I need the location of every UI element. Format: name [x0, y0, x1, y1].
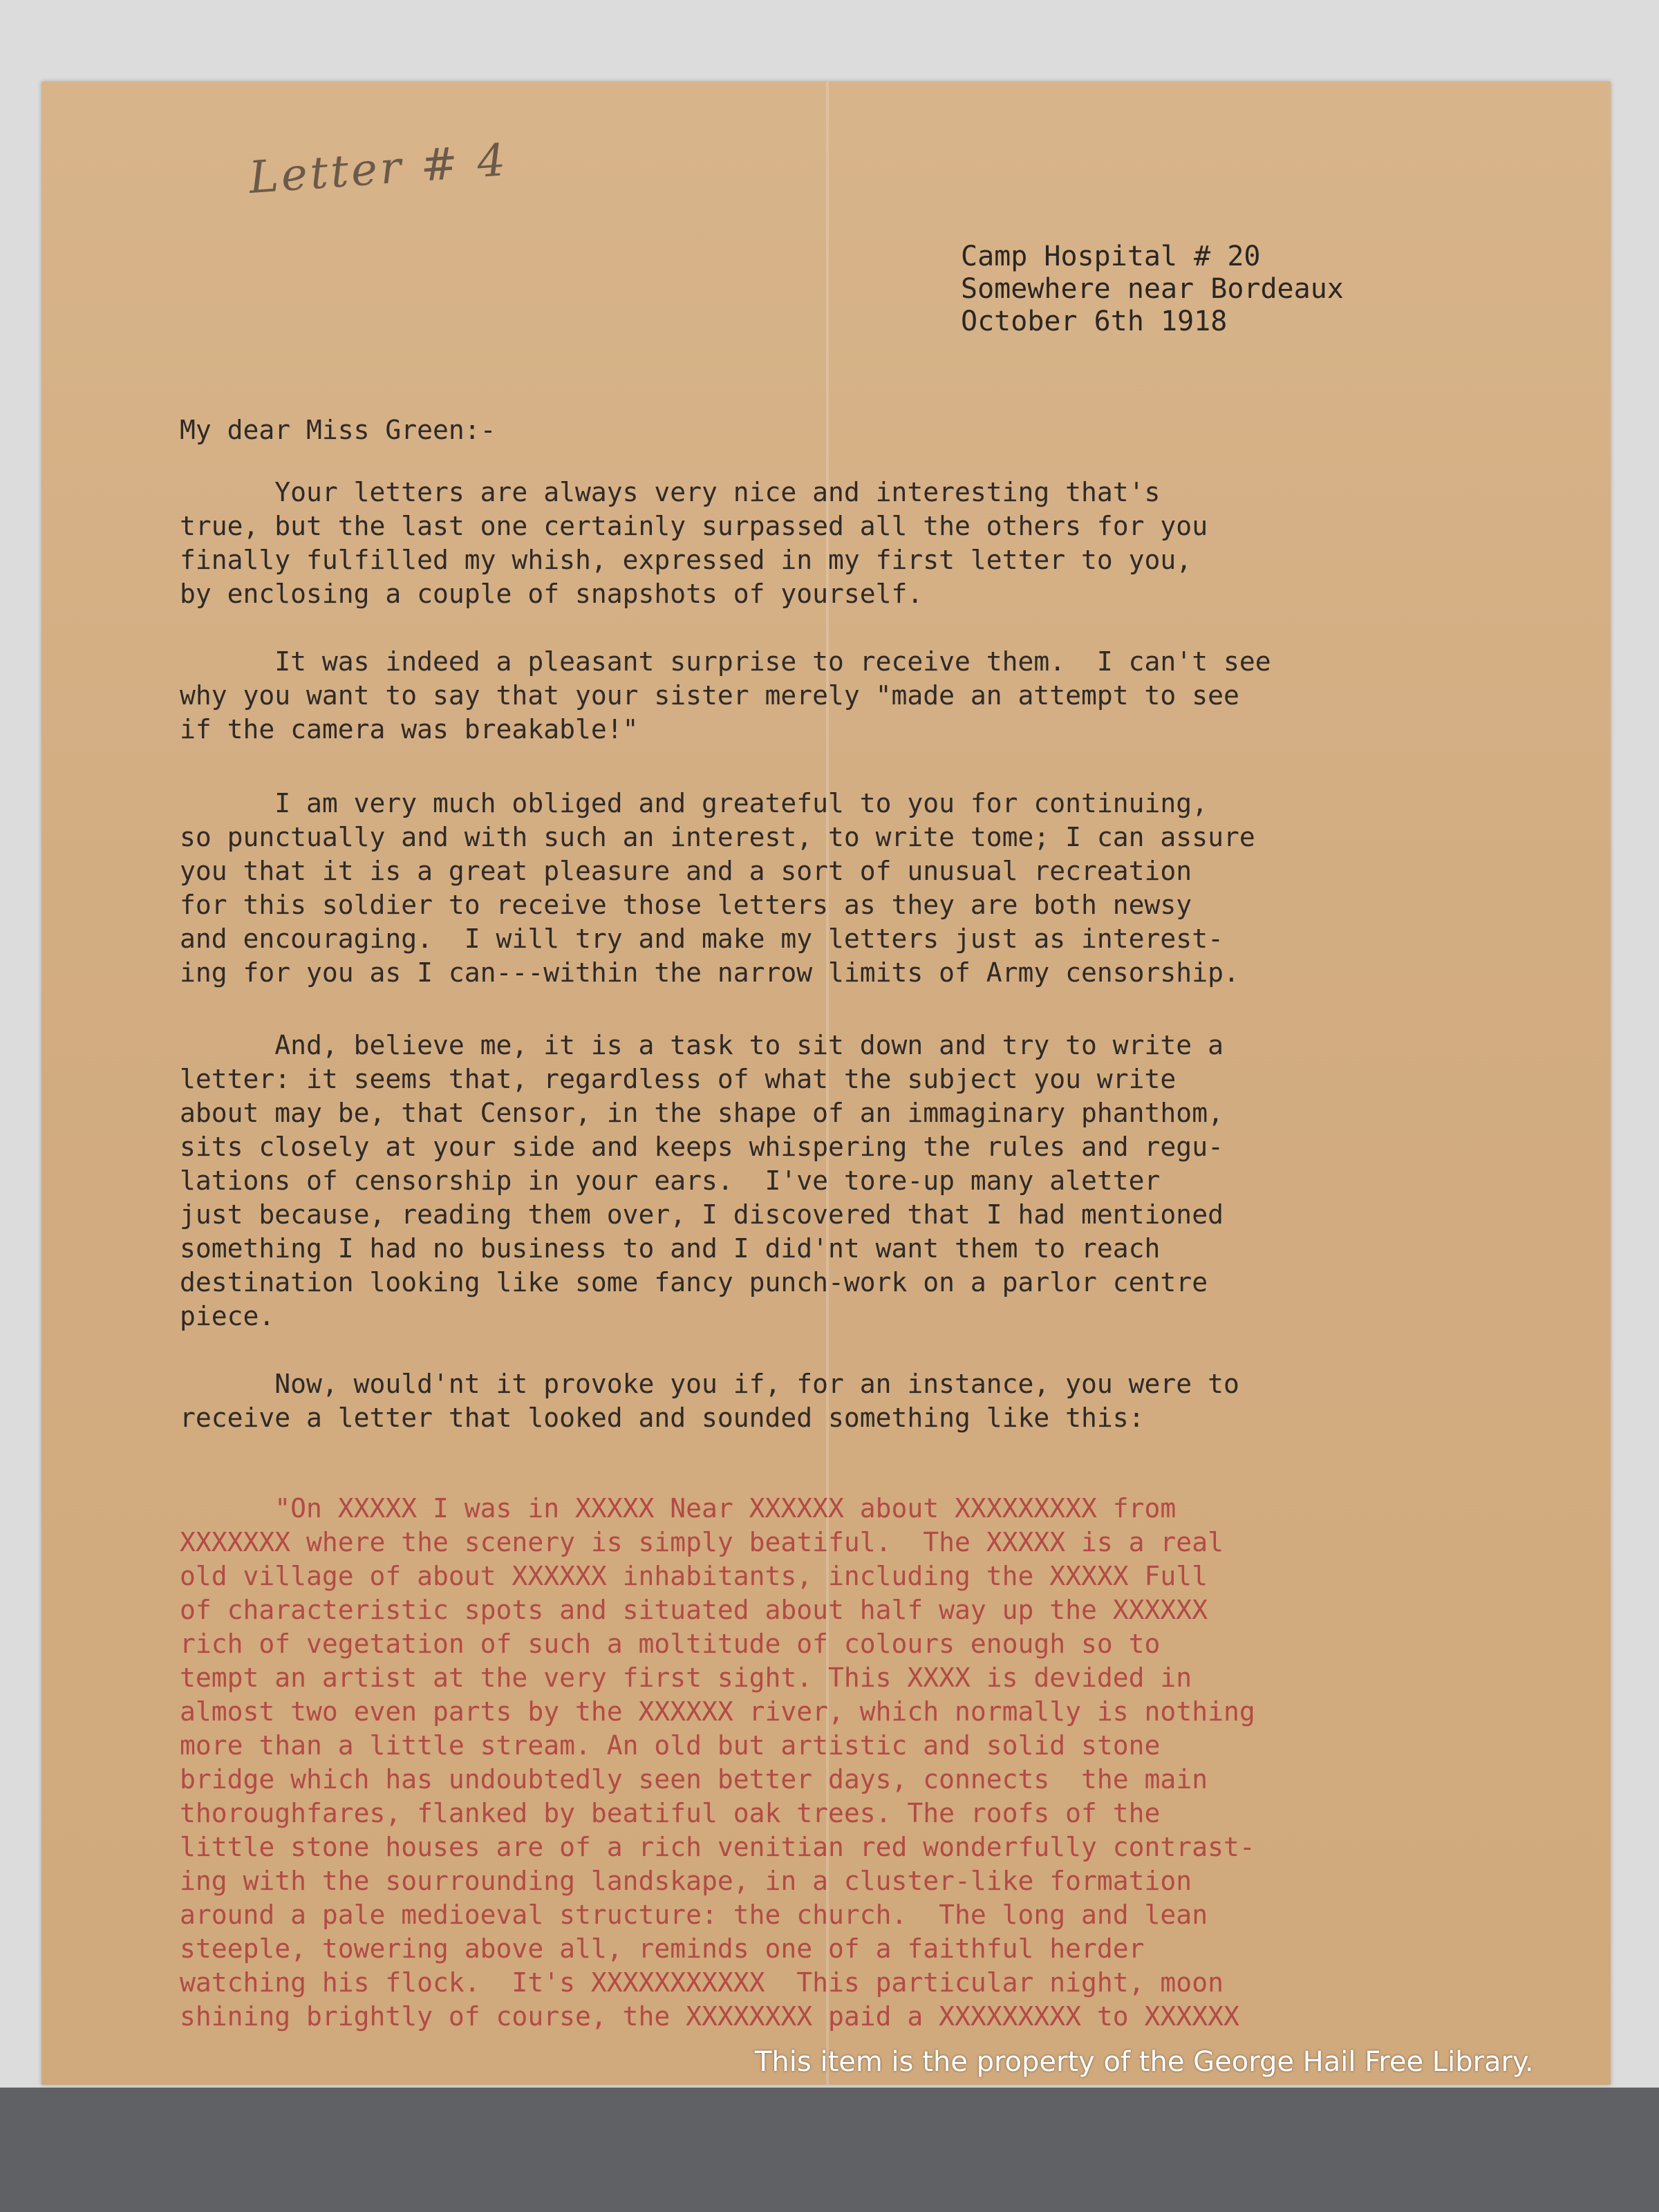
heading-line-1: Camp Hospital # 20 [961, 241, 1261, 272]
salutation: My dear Miss Green:- [180, 415, 496, 445]
paragraph-1: Your letters are always very nice and interesting that's true, but the last one certainly surpassed all the others for you finally fulfilled my whish, expressed in my first letter to you, by enclosing a couple of snapshots of yourself. [180, 477, 1208, 609]
paragraph-3: I am very much obliged and greateful to you for continuing, so punctually and with such an interest, to write tome; I can assure you that it is a great pleasure and a sort of unusual recreation for this soldier to receive those letters as they are both newsy and encouraging. I will try and make my letters just as interest- ing for you as I can---within the narrow limits of Army censorship. [180, 788, 1255, 988]
heading-line-2: Somewhere near Bordeaux [961, 273, 1344, 305]
letter-heading [961, 241, 1344, 338]
heading-line-3: October 6th 1918 [961, 306, 1228, 337]
paragraph-5: Now, would'nt it provoke you if, for an instance, you were to receive a letter that looked and sounded something like this: [180, 1369, 1239, 1433]
letter-page [41, 82, 1611, 2085]
table-surface [0, 2088, 1659, 2212]
paragraph-2: It was indeed a pleasant surprise to receive them. I can't see why you want to say that your sister merely "made an attempt to see if the camera was breakable!" [180, 646, 1271, 744]
paragraph-4: And, believe me, it is a task to sit down and try to write a letter: it seems that, regardless of what the subject you write about may be, that Censor, in the shape of an immaginary phanthom, sits closely at your side and keeps whispering the rules and regu- lations of censorship in your ears. I've tore-up many aletter just because, reading them over, I discovered that I had mentioned something I had no business to and I did'nt want them to reach destination looking like some fancy punch-work on a parlor centre piece. [180, 1030, 1224, 1331]
paragraph-6-censored-example: "On XXXXX I was in XXXXX Near XXXXXX about XXXXXXXXX from XXXXXXX where the scenery is simply beatiful. The XXXXX is a real old village of about XXXXXX inhabitants, including the XXXXX Full of characteristic spots and situated about half way up the XXXXXX rich of vegetation of such a moltitude of colours enough so to tempt an artist at the very first sight. This XXXX is devided in almost two even parts by the XXXXXX river, which normally is nothing more than a little stream. An old but artistic and solid stone bridge which has undoubtedly seen better days, connects the main thoroughfares, flanked by beatiful oak trees. The roofs of the little stone houses are of a rich venitian red wonderfully contrast- ing with the sourrounding landskape, in a cluster-like formation around a pale medioeval structure: the church. The long and lean steeple, towering above all, reminds one of a faithful herder watching his flock. It's XXXXXXXXXXX This particular night, moon shining brightly of course, the XXXXXXXX paid a XXXXXXXXX to XXXXXX [180, 1493, 1255, 2032]
library-watermark: This item is the property of the George Hail Free Library. [755, 2046, 1534, 2078]
handwritten-note: Letter # 4 [247, 134, 510, 205]
